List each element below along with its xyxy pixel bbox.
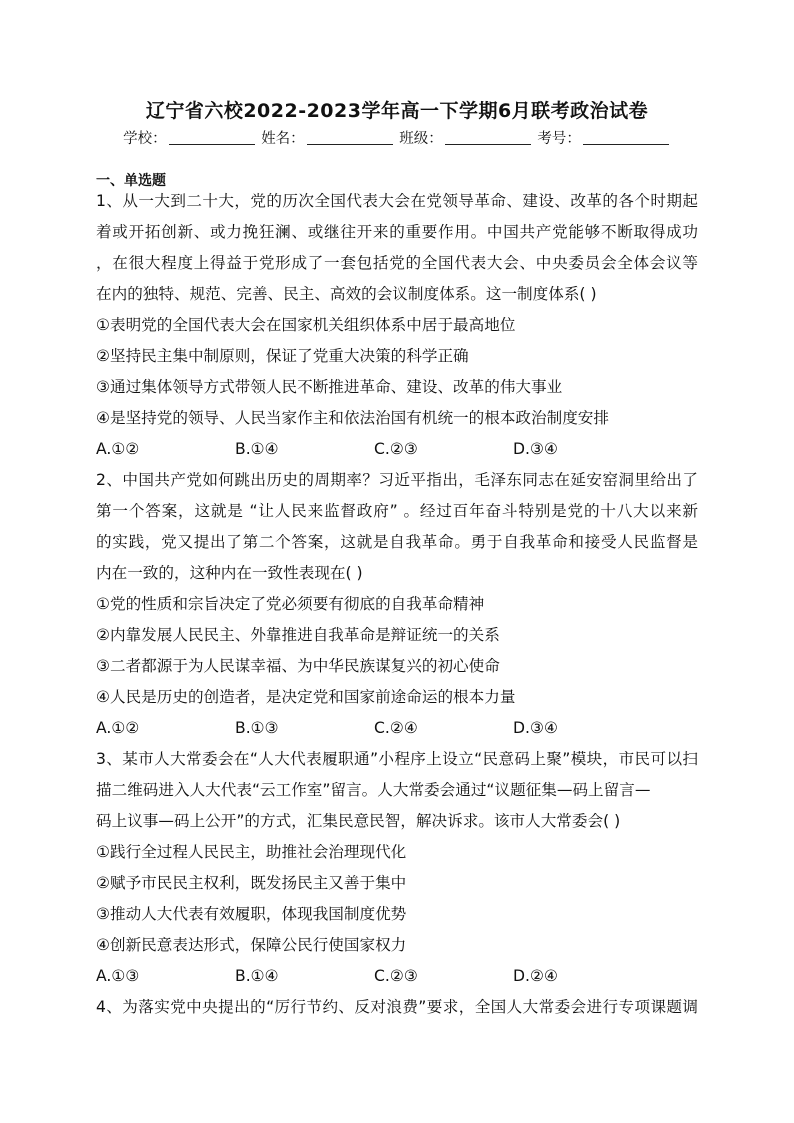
statement-item: ④是坚持党的领导、人民当家作主和依法治国有机统一的根本政治制度安排 — [96, 409, 609, 427]
question-list — [96, 186, 698, 1023]
statement-item: ②内靠发展人民民主、外靠推进自我革命是辩证统一的关系 — [96, 626, 500, 644]
question-text-line: 的实践，党又提出了第二个答案，这就是自我革命。勇于自我革命和接受人民监督是 — [96, 533, 698, 551]
statement-item: ①表明党的全国代表大会在国家机关组织体系中居于最高地位 — [96, 316, 516, 334]
question-3 — [96, 744, 698, 992]
statement-item: ③二者都源于为人民谋幸福、为中华民族谋复兴的初心使命 — [96, 657, 500, 675]
name-blank[interactable] — [307, 130, 393, 145]
school-blank[interactable] — [169, 130, 255, 145]
option-c[interactable]: C.②③ — [374, 440, 418, 458]
statement-item: ②坚持民主集中制原则，保证了党重大决策的科学正确 — [96, 347, 469, 365]
answer-options — [96, 713, 698, 744]
option-c[interactable]: C.②④ — [374, 719, 418, 737]
question-text-line: 1、从一大到二十大，党的历次全国代表大会在党领导革命、建设、改革的各个时期起 — [96, 192, 698, 210]
question-text-line: 在内的独特、规范、完善、民主、高效的会议制度体系。这一制度体系( ) — [96, 285, 597, 303]
school-label: 学校： — [123, 131, 167, 147]
class-label: 班级： — [399, 131, 443, 147]
statement-item: ①践行全过程人民民主，助推社会治理现代化 — [96, 843, 407, 861]
number-label: 考号： — [537, 131, 581, 147]
question-text-line: 4、为落实党中央提出的“厉行节约、反对浪费”要求，全国人大常委会进行专项课题调 — [96, 998, 698, 1016]
question-text-line: 内在一致的，这种内在一致性表现在( ) — [96, 564, 363, 582]
option-d[interactable]: D.③④ — [513, 440, 558, 458]
option-a[interactable]: A.①② — [96, 440, 140, 458]
question-text-line: 3、某市人大常委会在“人大代表履职通”小程序上设立“民意码上聚”模块，市民可以扫 — [96, 750, 698, 768]
option-b[interactable]: B.①③ — [235, 719, 279, 737]
section-heading: 一、单选题 — [96, 173, 166, 189]
statement-item: ②赋予市民民主权利，既发扬民主又善于集中 — [96, 874, 407, 892]
statement-item: ③通过集体领导方式带领人民不断推进革命、建设、改革的伟大事业 — [96, 378, 563, 396]
number-blank[interactable] — [583, 130, 669, 145]
option-a[interactable]: A.①③ — [96, 967, 140, 985]
question-text-line: 第一个答案，这就是 “让人民来监督政府” 。经过百年奋斗特别是党的十八大以来新 — [96, 502, 698, 520]
option-a[interactable]: A.①② — [96, 719, 140, 737]
option-d[interactable]: D.③④ — [513, 719, 558, 737]
student-info-row — [0, 127, 794, 148]
question-text-line: 描二维码进入人大代表“云工作室”留言。人大常委会通过“议题征集—码上留言— — [96, 781, 651, 799]
answer-options — [96, 961, 698, 992]
statement-item: ④创新民意表达形式，保障公民行使国家权力 — [96, 936, 407, 954]
page-title: 辽宁省六校2022-2023学年高一下学期6月联考政治试卷 — [145, 100, 649, 122]
question-text-line: ，在很大程度上得益于党形成了一套包括党的全国代表大会、中央委员会全体会议等 — [96, 254, 698, 272]
statement-item: ①党的性质和宗旨决定了党必须要有彻底的自我革命精神 — [96, 595, 485, 613]
question-text-line: 2、中国共产党如何跳出历史的周期率？习近平指出，毛泽东同志在延安窑洞里给出了 — [96, 471, 698, 489]
option-d[interactable]: D.②④ — [513, 967, 558, 985]
option-c[interactable]: C.②③ — [374, 967, 418, 985]
question-text-line: 码上议事—码上公开”的方式，汇集民意民智，解决诉求。该市人大常委会( ) — [96, 812, 621, 830]
question-text-line: 着或开拓创新、或力挽狂澜、或继往开来的重要作用。中国共产党能够不断取得成功 — [96, 223, 698, 241]
name-label: 姓名： — [261, 131, 305, 147]
statement-item: ④人民是历史的创造者，是决定党和国家前途命运的根本力量 — [96, 688, 516, 706]
statement-item: ③推动人大代表有效履职，体现我国制度优势 — [96, 905, 407, 923]
question-4 — [96, 992, 698, 1023]
class-blank[interactable] — [445, 130, 531, 145]
option-b[interactable]: B.①④ — [235, 967, 279, 985]
option-b[interactable]: B.①④ — [235, 440, 279, 458]
answer-options — [96, 434, 698, 465]
question-2 — [96, 465, 698, 744]
question-1 — [96, 186, 698, 465]
